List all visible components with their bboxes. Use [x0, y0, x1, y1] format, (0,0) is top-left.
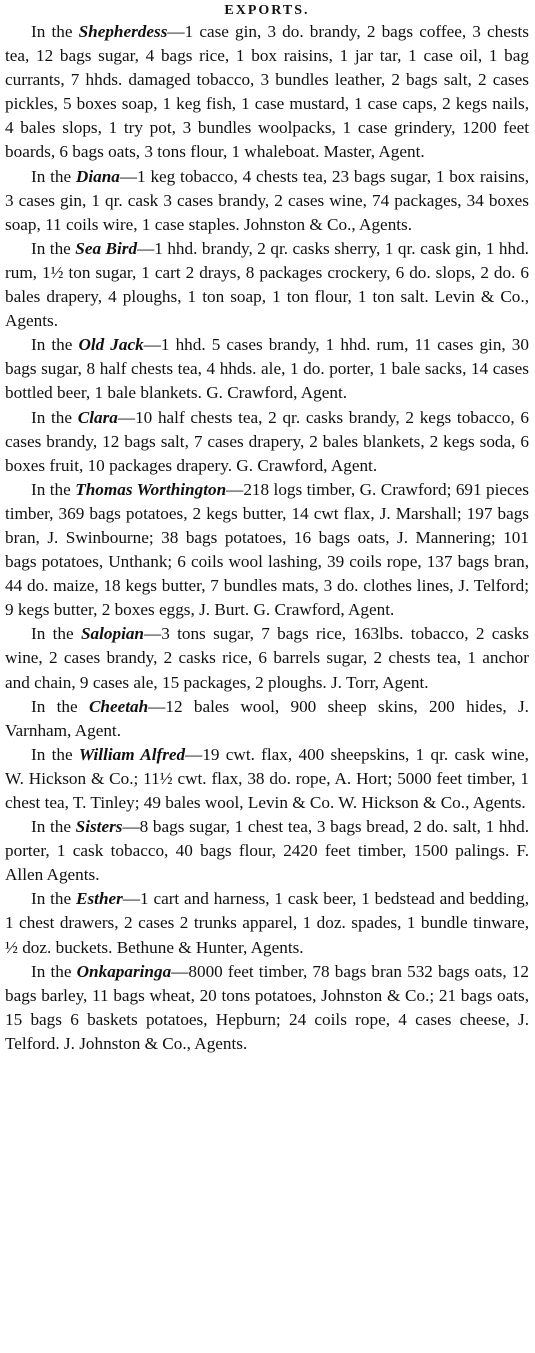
- ship-name: Old Jack: [78, 335, 144, 355]
- cargo-text: —218 logs timber, G. Crawford; 691 pieces timber, 369 bags potatoes, 2 kegs butter, 14 cwt flax, J. Marshall; 197 bags bran, J. Swinbourne; 38 bags potatoes, 16 bags oats, J. Mannering; 101 bags potatoes, Unthank; 6 coils wool lashing, 39 coils rope, 137 bags bran, 44 do. maize, 18 kegs butter, 7 bundles mats, 3 do. clothes lines, J. Telford; 9 kegs butter, 2 boxes eggs, J. Burt. G. Crawford, Agent.: [5, 479, 529, 620]
- ship-name: Diana: [75, 166, 120, 186]
- ship-name: William Alfred: [78, 744, 186, 764]
- export-entry: [5, 406, 529, 478]
- entry-intro: In the: [31, 22, 79, 41]
- entry-intro: In the: [31, 238, 76, 258]
- export-entry: [5, 887, 529, 959]
- ship-name: Salopian: [80, 624, 144, 644]
- ship-name: Clara: [77, 407, 118, 427]
- entry-intro: In the: [31, 744, 79, 764]
- cargo-text: —1 hhd. 5 cases brandy, 1 hhd. rum, 11 cases gin, 30 bags sugar, 8 half chests tea, 4 hhds. ale, 1 do. porter, 1 bale sacks, 14 cases bottled beer, 1 bale blankets. G. Crawford, Agent.: [5, 335, 529, 403]
- ship-name: Thomas Worthington: [75, 479, 227, 499]
- entry-intro: In the: [31, 335, 79, 355]
- export-entry: [5, 622, 529, 694]
- ship-name: Shepherdess: [78, 22, 168, 41]
- ship-name: Esther: [76, 889, 123, 909]
- entry-intro: In the: [31, 961, 77, 981]
- entry-intro: In the: [31, 479, 76, 499]
- entry-intro: In the: [31, 696, 89, 716]
- ship-name: Sea Bird: [75, 238, 138, 258]
- cargo-text: —12 bales wool, 900 sheep skins, 200 hides, J. Varnham, Agent.: [5, 696, 529, 740]
- entry-intro: In the: [31, 889, 77, 909]
- export-entry: [5, 478, 529, 623]
- export-entry: [5, 743, 529, 815]
- cargo-text: —8 bags sugar, 1 chest tea, 3 bags bread, 2 do. salt, 1 hhd. porter, 1 cask tobacco, 40 bags flour, 2420 feet timber, 1500 palings. F. Allen Agents.: [5, 817, 529, 885]
- export-entry: [5, 237, 529, 333]
- ship-name: Cheetah: [88, 696, 149, 716]
- ship-name: Onkaparinga: [76, 961, 172, 981]
- cargo-text: —1 keg tobacco, 4 chests tea, 23 bags sugar, 1 box raisins, 3 cases gin, 1 qr. cask 3 cases brandy, 2 cases wine, 74 packages, 34 boxes soap, 11 coils wire, 1 case staples. Johnston & Co., Agents.: [5, 166, 529, 234]
- cargo-text: —19 cwt. flax, 400 sheepskins, 1 qr. cask wine, W. Hickson & Co.; 11½ cwt. flax, 38 do. rope, A. Hort; 5000 feet timber, 1 chest tea, T. Tinley; 49 bales wool, Levin & Co. W. Hickson & Co., Agents.: [5, 744, 529, 812]
- entry-intro: In the: [31, 407, 78, 427]
- entry-intro: In the: [31, 624, 81, 644]
- cargo-text: —3 tons sugar, 7 bags rice, 163lbs. tobacco, 2 casks wine, 2 cases brandy, 2 casks rice, 6 barrels sugar, 2 chests tea, 1 anchor and chain, 9 cases ale, 15 packages, 2 ploughs. J. Torr, Agent.: [5, 624, 529, 692]
- entry-intro: In the: [31, 817, 76, 837]
- cargo-text: —1 cart and harness, 1 cask beer, 1 bedstead and bedding, 1 chest drawers, 2 cases 2 trunks apparel, 1 doz. spades, 1 bundle tinware, ½ doz. buckets. Bethune & Hunter, Agents.: [5, 889, 529, 957]
- exports-list: [5, 20, 529, 1056]
- section-heading: EXPORTS.: [224, 3, 310, 18]
- export-entry: [5, 165, 529, 237]
- ship-name: Sisters: [75, 817, 123, 837]
- cargo-text: —10 half chests tea, 2 qr. casks brandy, 2 kegs tobacco, 6 cases brandy, 12 bags salt, 7 cases drapery, 2 bales blankets, 2 kegs soda, 6 boxes fruit, 10 packages drapery. G. Crawford, Agent.: [5, 407, 529, 475]
- export-entry: [5, 695, 529, 743]
- export-entry: [5, 20, 529, 165]
- cargo-text: —1 hhd. brandy, 2 qr. casks sherry, 1 qr. cask gin, 1 hhd. rum, 1½ ton sugar, 1 cart 2 drays, 8 packages crockery, 6 do. slops, 2 do. 6 bales drapery, 4 ploughs, 1 ton soap, 1 ton flour, 1 ton salt. Levin & Co., Agents.: [5, 238, 529, 331]
- export-entry: [5, 960, 529, 1056]
- entry-intro: In the: [31, 166, 76, 186]
- cargo-text: —1 case gin, 3 do. brandy, 2 bags coffee, 3 chests tea, 12 bags sugar, 4 bags rice, 1 box raisins, 1 jar tar, 1 case oil, 1 bag currants, 7 hhds. damaged tobacco, 3 bundles leather, 2 bags salt, 2 cases pickles, 5 boxes soap, 1 keg fish, 1 case mustard, 1 case caps, 2 kegs nails, 4 bales slops, 1 try pot, 3 bundles woolpacks, 1 case grindery, 1200 feet boards, 6 bags oats, 3 tons flour, 1 whaleboat. Master, Agent.: [5, 22, 529, 162]
- export-entry: [5, 815, 529, 887]
- export-entry: [5, 333, 529, 405]
- cargo-text: —8000 feet timber, 78 bags bran 532 bags oats, 12 bags barley, 11 bags wheat, 20 tons potatoes, Johnston & Co.; 21 bags oats, 15 bags 6 baskets potatoes, Hepburn; 24 coils rope, 4 cases cheese, J. Telford. J. Johnston & Co., Agents.: [5, 961, 529, 1053]
